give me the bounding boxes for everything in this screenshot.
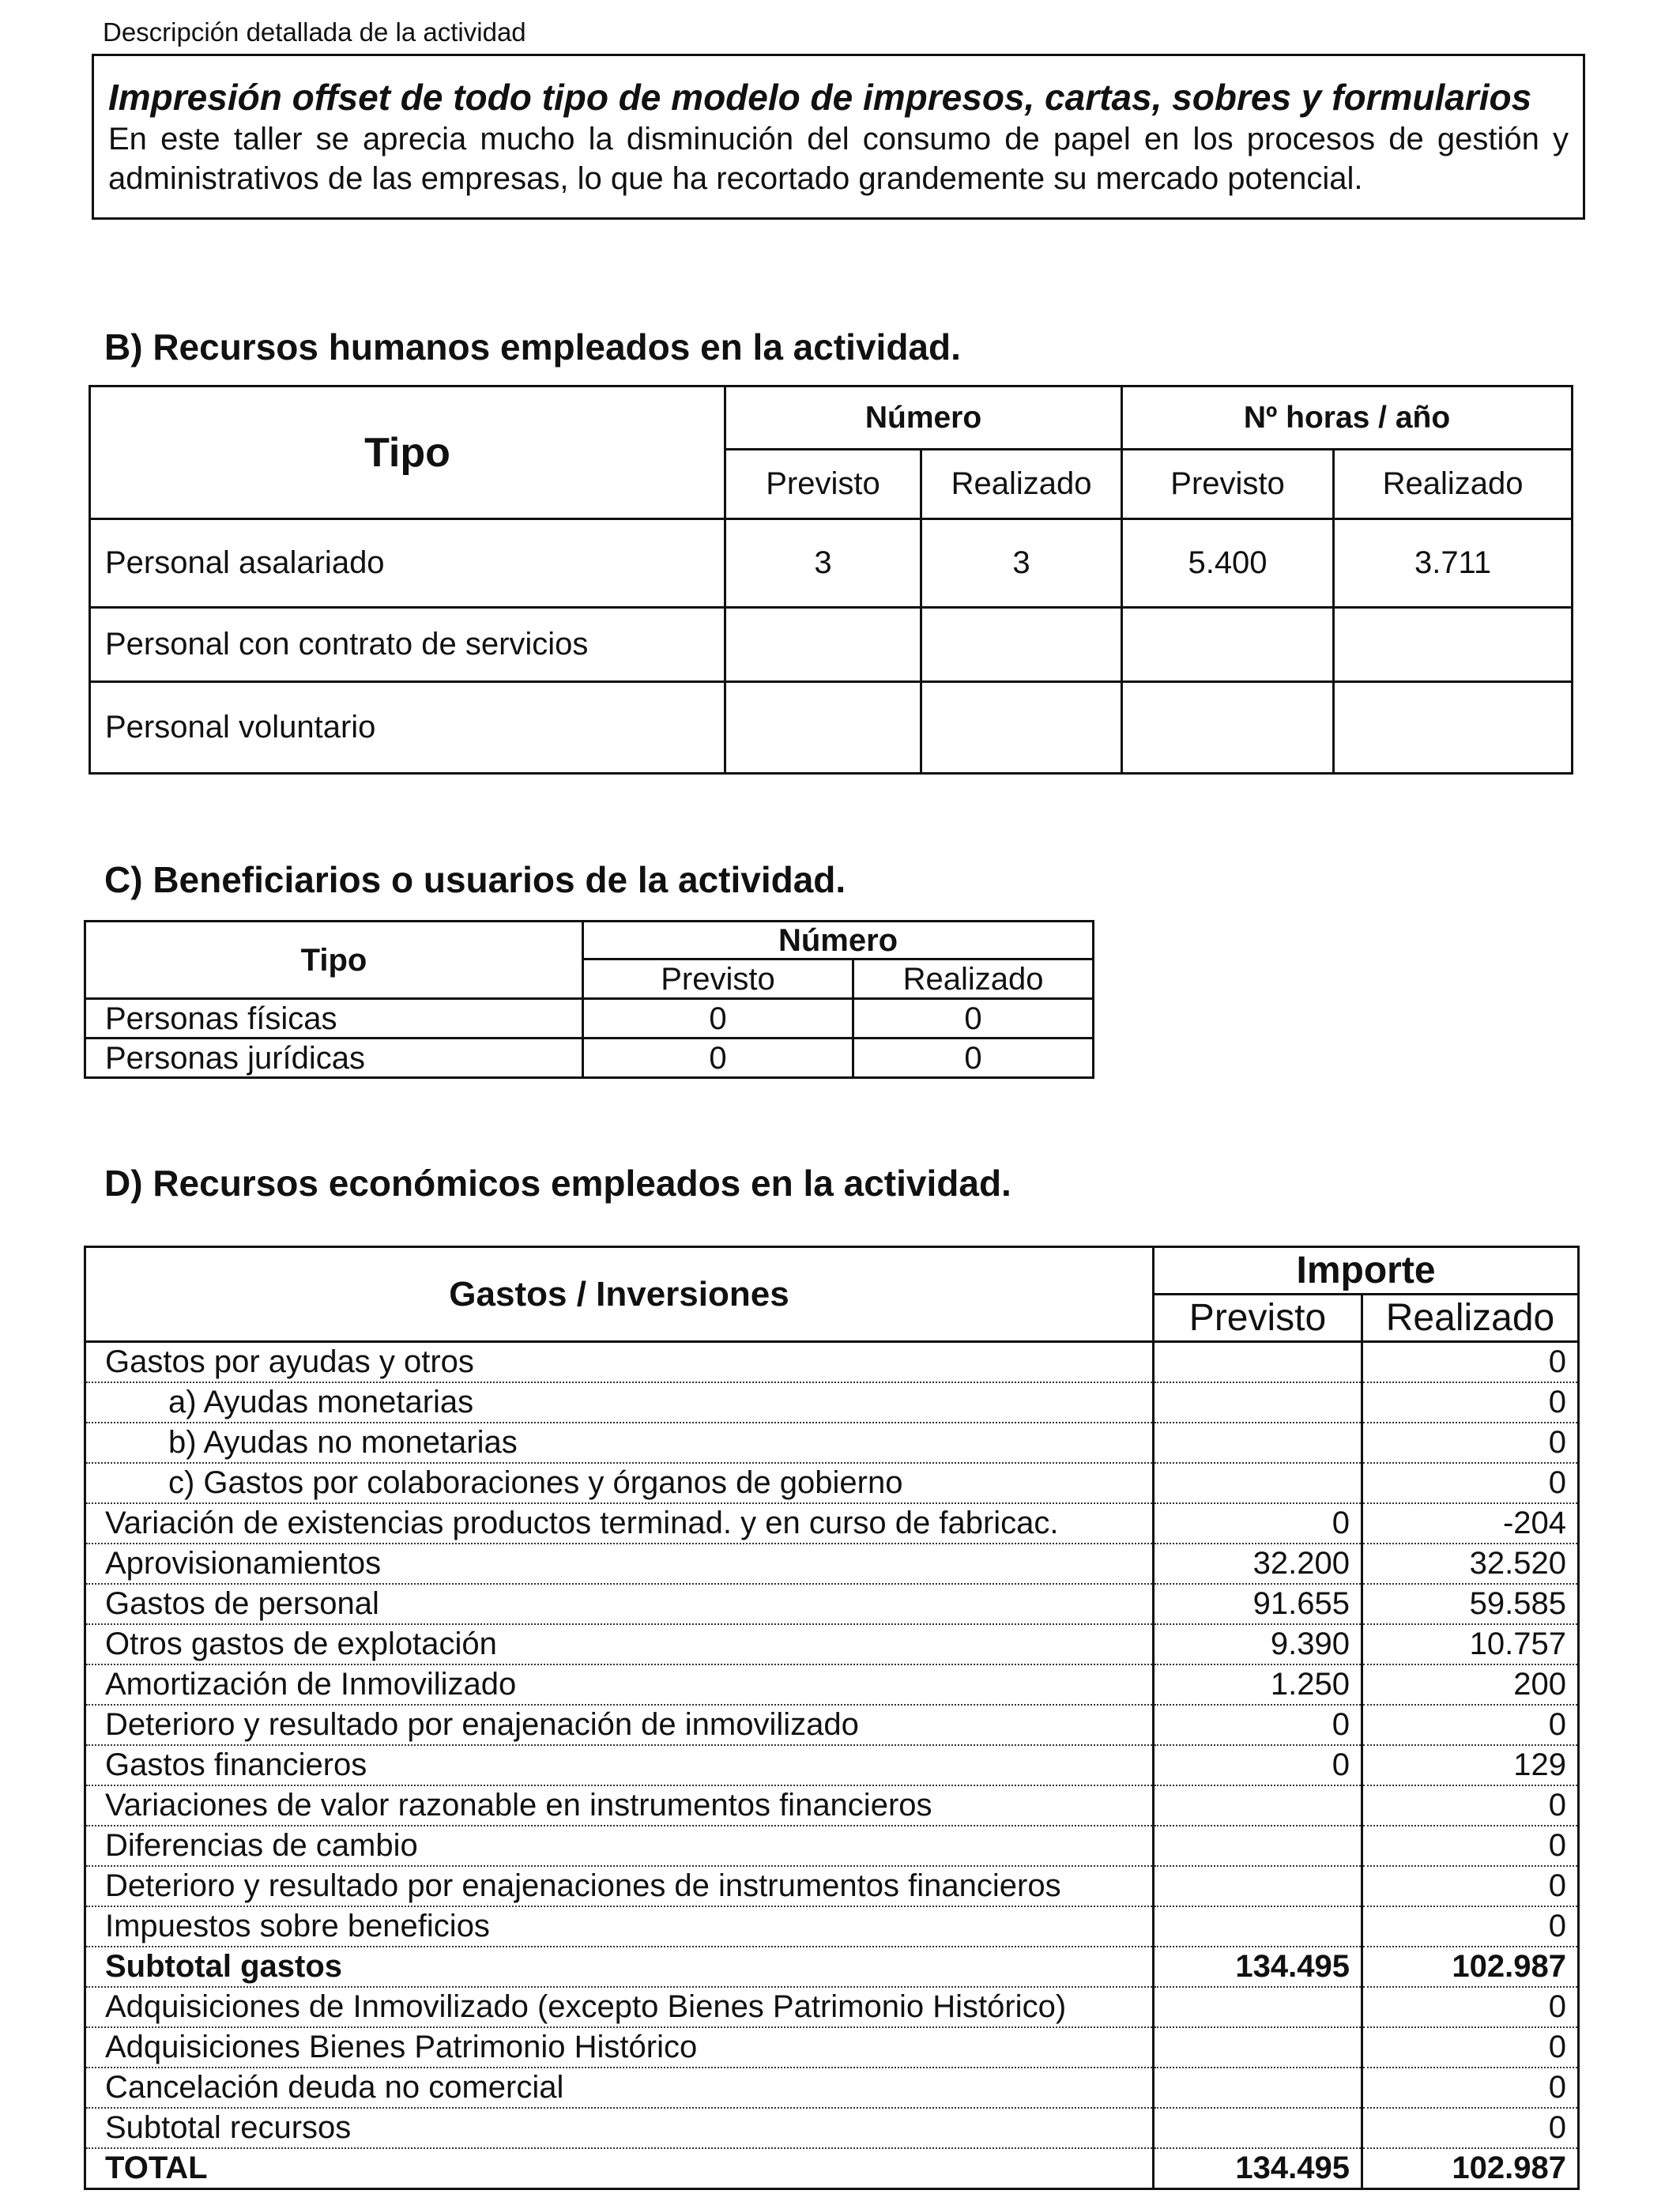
eco-row-label: Diferencias de cambio [85,1826,1154,1866]
table-row [85,2148,1579,2189]
eco-cell-previsto: 0 [1154,1745,1362,1785]
eco-cell-realizado: 102.987 [1362,2148,1579,2189]
eco-row-label: Adquisiciones Bienes Patrimonio Histórico [85,2027,1154,2068]
eco-sub-header: Realizado [1362,1295,1579,1342]
ben-header-tipo: Tipo [85,922,583,999]
eco-cell-previsto [1154,1866,1362,1906]
eco-row-label: Adquisiciones de Inmovilizado (excepto Bienes Patrimonio Histórico) [85,1987,1154,2027]
table-row [90,519,1573,608]
eco-cell-previsto: 0 [1154,1705,1362,1745]
ben-header-numero: Número [583,922,1094,959]
table-row [85,1503,1579,1544]
table-row [85,1039,1094,1078]
beneficiaries-table [84,920,1094,1079]
eco-cell-previsto [1154,1987,1362,2027]
table-row [85,1826,1579,1866]
eco-cell-realizado: 0 [1362,1463,1579,1503]
table-row [85,1584,1579,1624]
ben-sub-header: Previsto [583,959,853,999]
eco-cell-realizado: 0 [1362,1382,1579,1423]
table-row [85,2068,1579,2108]
eco-row-label: Deterioro y resultado por enajenación de inmovilizado [85,1705,1154,1745]
eco-row-label: Gastos por ayudas y otros [85,1342,1154,1383]
eco-cell-previsto: 0 [1154,1503,1362,1544]
eco-row-label: Impuestos sobre beneficios [85,1906,1154,1947]
eco-cell-previsto [1154,1463,1362,1503]
hr-sub-header: Realizado [921,450,1122,519]
table-row [85,1745,1579,1785]
eco-cell-previsto [1154,1423,1362,1463]
activity-title: Impresión offset de todo tipo de modelo de impresos, cartas, sobres y formularios [108,77,1532,118]
eco-cell-previsto: 134.495 [1154,2148,1362,2189]
ben-cell: 0 [853,1039,1094,1078]
ben-cell: 0 [583,999,853,1039]
table-row [85,1785,1579,1826]
eco-row-label: b) Ayudas no monetarias [85,1423,1154,1463]
table-row [85,1382,1579,1423]
eco-row-label: Deterioro y resultado por enajenaciones de instrumentos financieros [85,1866,1154,1906]
eco-row-label: Subtotal recursos [85,2108,1154,2148]
hr-cell [1122,682,1334,774]
eco-row-label: Gastos de personal [85,1584,1154,1624]
table-row [85,1947,1579,1987]
eco-row-label: Aprovisionamientos [85,1544,1154,1584]
eco-cell-previsto: 134.495 [1154,1947,1362,1987]
hr-cell [1334,682,1573,774]
table-row [85,999,1094,1039]
eco-row-label: Variación de existencias productos terminad. y en curso de fabricac. [85,1503,1154,1544]
table-row [85,1705,1579,1745]
hr-cell: 3 [725,519,921,608]
hr-cell [921,682,1122,774]
eco-cell-previsto: 9.390 [1154,1624,1362,1664]
hr-cell [725,682,921,774]
eco-cell-realizado: 0 [1362,1785,1579,1826]
eco-row-label: c) Gastos por colaboraciones y órganos de gobierno [85,1463,1154,1503]
eco-cell-realizado: 0 [1362,1987,1579,2027]
hr-sub-header: Realizado [1334,450,1573,519]
ben-cell: 0 [583,1039,853,1078]
eco-row-label: Cancelación deuda no comercial [85,2068,1154,2108]
eco-cell-realizado: 59.585 [1362,1584,1579,1624]
eco-row-label: Variaciones de valor razonable en instrumentos financieros [85,1785,1154,1826]
table-row [85,1624,1579,1664]
section-b-title: B) Recursos humanos empleados en la actividad. [104,326,961,368]
description-label: Descripción detallada de la actividad [103,17,526,47]
eco-row-label: Otros gastos de explotación [85,1624,1154,1664]
hr-row-label: Personal asalariado [90,519,725,608]
hr-header-tipo: Tipo [90,386,725,519]
eco-cell-realizado: 0 [1362,2068,1579,2108]
hr-header-numero: Número [725,386,1122,450]
eco-row-label: Subtotal gastos [85,1947,1154,1987]
eco-cell-realizado: -204 [1362,1503,1579,1544]
ben-cell: 0 [853,999,1094,1039]
eco-sub-header: Previsto [1154,1295,1362,1342]
hr-cell: 3 [921,519,1122,608]
table-row [85,1906,1579,1947]
eco-cell-realizado: 0 [1362,1866,1579,1906]
eco-cell-realizado: 0 [1362,1705,1579,1745]
eco-cell-realizado: 0 [1362,2108,1579,2148]
table-row [85,1342,1579,1383]
eco-cell-realizado: 0 [1362,1423,1579,1463]
ben-row-label: Personas jurídicas [85,1039,583,1078]
economic-resources-rows [85,1342,1579,2189]
eco-cell-previsto [1154,1382,1362,1423]
table-row [85,1544,1579,1584]
table-row [85,1987,1579,2027]
hr-row-label: Personal con contrato de servicios [90,608,725,682]
eco-row-label: Gastos financieros [85,1745,1154,1785]
economic-resources-table [84,1246,1580,2190]
eco-row-label: TOTAL [85,2148,1154,2189]
hr-cell [921,608,1122,682]
eco-header-gastos: Gastos / Inversiones [85,1247,1154,1342]
table-row [85,2108,1579,2148]
description-box [92,54,1585,220]
table-row [85,1664,1579,1705]
eco-cell-previsto [1154,1785,1362,1826]
eco-cell-realizado: 200 [1362,1664,1579,1705]
hr-cell: 5.400 [1122,519,1334,608]
hr-header-horas: Nº horas / año [1122,386,1573,450]
table-row [90,608,1573,682]
eco-cell-previsto: 32.200 [1154,1544,1362,1584]
hr-cell: 3.711 [1334,519,1573,608]
activity-description: En este taller se aprecia mucho la disminución del consumo de papel en los procesos de gestión y administrativos de las empresas, lo que ha recortado grandemente su mercado potencial. [108,122,1569,196]
table-row [85,2027,1579,2068]
table-row [85,1423,1579,1463]
table-row [90,682,1573,774]
table-row [85,1463,1579,1503]
eco-cell-previsto [1154,1342,1362,1383]
eco-cell-previsto [1154,2108,1362,2148]
eco-cell-previsto [1154,1826,1362,1866]
eco-cell-previsto [1154,2027,1362,2068]
eco-cell-previsto [1154,1906,1362,1947]
eco-cell-realizado: 129 [1362,1745,1579,1785]
table-row [85,1866,1579,1906]
eco-header-importe: Importe [1154,1247,1579,1295]
eco-row-label: a) Ayudas monetarias [85,1382,1154,1423]
eco-cell-realizado: 102.987 [1362,1947,1579,1987]
hr-sub-header: Previsto [725,450,921,519]
section-d-title: D) Recursos económicos empleados en la actividad. [104,1163,1011,1204]
hr-sub-header: Previsto [1122,450,1334,519]
ben-row-label: Personas físicas [85,999,583,1039]
eco-row-label: Amortización de Inmovilizado [85,1664,1154,1705]
eco-cell-previsto [1154,2068,1362,2108]
hr-cell [1122,608,1334,682]
eco-cell-previsto: 91.655 [1154,1584,1362,1624]
eco-cell-realizado: 0 [1362,2027,1579,2068]
eco-cell-realizado: 32.520 [1362,1544,1579,1584]
eco-cell-realizado: 0 [1362,1342,1579,1383]
ben-sub-header: Realizado [853,959,1094,999]
hr-cell [1334,608,1573,682]
eco-cell-realizado: 0 [1362,1826,1579,1866]
hr-row-label: Personal voluntario [90,682,725,774]
eco-cell-realizado: 10.757 [1362,1624,1579,1664]
section-c-title: C) Beneficiarios o usuarios de la actividad. [104,859,846,900]
eco-cell-realizado: 0 [1362,1906,1579,1947]
human-resources-table [89,385,1573,775]
hr-cell [725,608,921,682]
eco-cell-previsto: 1.250 [1154,1664,1362,1705]
